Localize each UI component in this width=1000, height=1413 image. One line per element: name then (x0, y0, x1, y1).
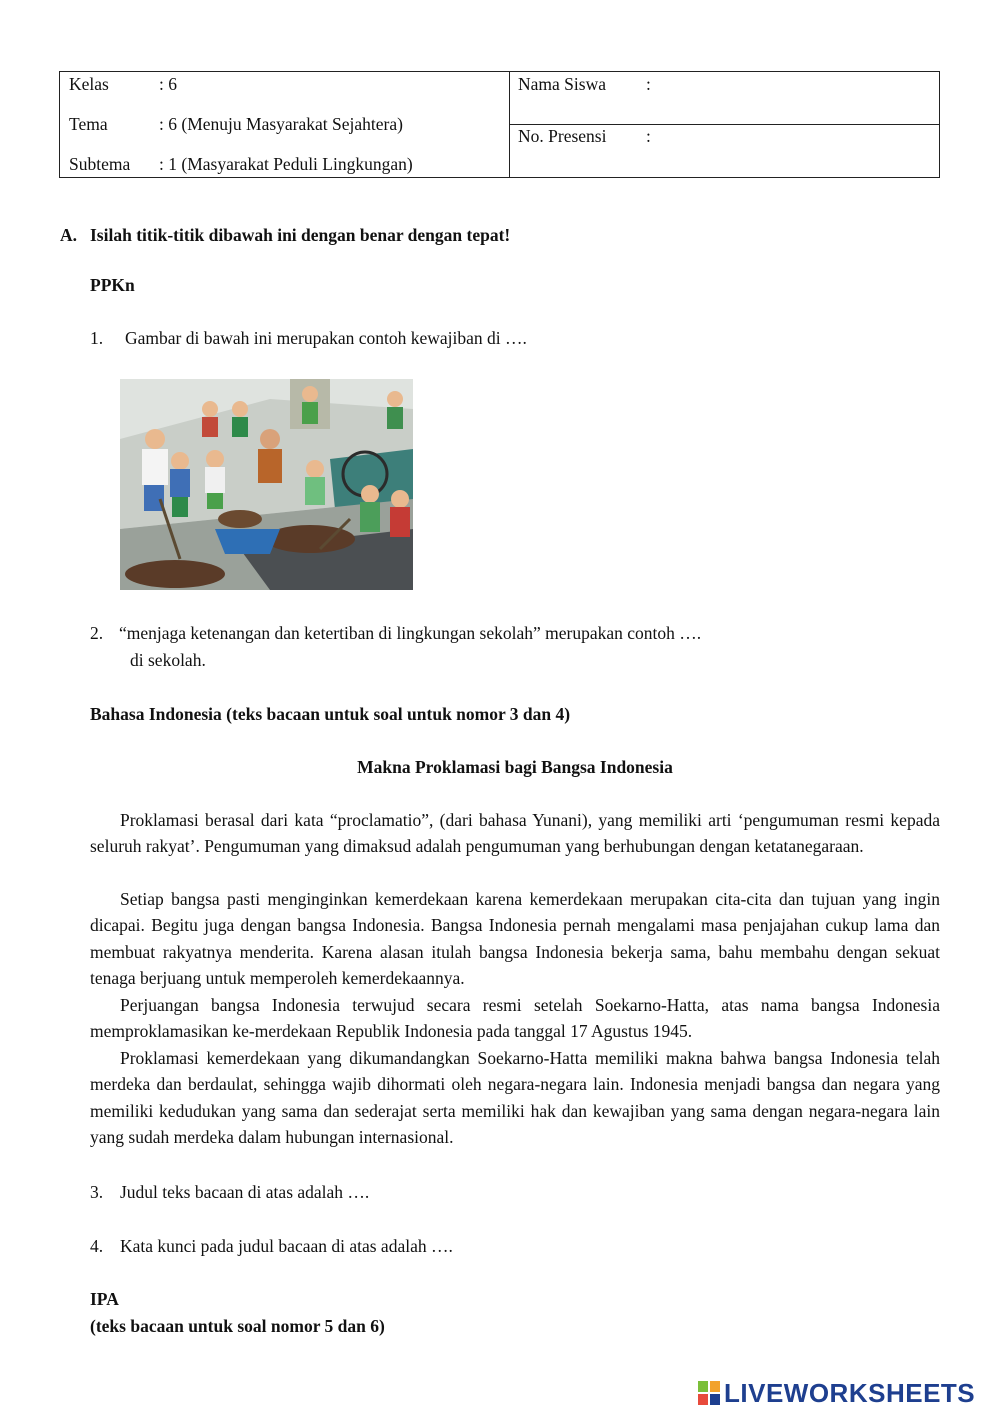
question-3-number: 3. (90, 1182, 104, 1202)
section-a-text: Isilah titik-titik dibawah ini dengan benar dengan tepat! (90, 225, 511, 245)
liveworksheets-logo-text: LIVEWORKSHEETS (724, 1377, 976, 1408)
kelas-label: Kelas (69, 74, 109, 94)
kelas-value: : 6 (159, 74, 177, 94)
tema-value: : 6 (Menuju Masyarakat Sejahtera) (159, 114, 403, 134)
question-2-number: 2. (90, 623, 104, 643)
question-4-text: Kata kunci pada judul bacaan di atas adalah …. (120, 1236, 453, 1256)
tema-label: Tema (69, 114, 108, 134)
tema-row (69, 114, 403, 135)
community-cleanup-illustration (120, 379, 413, 590)
nama-siswa-colon: : (646, 74, 651, 94)
question-3 (90, 1182, 369, 1203)
question-3-text: Judul teks bacaan di atas adalah …. (120, 1182, 370, 1202)
no-presensi-label: No. Presensi (518, 126, 607, 146)
ipa-subheading: (teks bacaan untuk soal nomor 5 dan 6) (90, 1316, 385, 1336)
nama-siswa-label: Nama Siswa (518, 74, 606, 94)
kelas-row (69, 74, 177, 95)
question-2-text: “menjaga ketenangan dan ketertiban di lingkungan sekolah” merupakan contoh …. (119, 623, 702, 643)
subtema-row (69, 154, 413, 175)
question-2 (90, 623, 701, 644)
question-2-continuation: di sekolah. (130, 650, 206, 670)
reading-paragraph-4: Proklamasi kemerdekaan yang dikumandangkan Soekarno-Hatta memiliki makna bahwa bangsa Indonesia telah merdeka dan berdaulat, sehingga wajib dihormati oleh negara-negara lain. Indonesia menjadi bangsa dan negara yang memiliki kedudukan yang sama dan sederajat serta memiliki hak dan kewajiban yang sama dengan negara-negara lain yang sudah merdeka dalam hubungan internasional. (90, 1048, 940, 1148)
question-1-number: 1. (90, 328, 104, 348)
section-a-instruction (60, 225, 510, 246)
reading-paragraph-2: Setiap bangsa pasti menginginkan kemerdekaan karena kemerdekaan merupakan cita-cita dan tujuan yang ingin dicapai. Begitu juga dengan bangsa Indonesia. Bangsa Indonesia pernah mengalami masa penjajahan cukup lama dan membuat rakyatnya menderita. Karena alasan itulah bangsa Indonesia bekerja sama, bahu membahu dengan sekuat tenaga berjuang untuk memperoleh kemerdekaannya. (90, 889, 940, 989)
no-presensi-row[interactable] (518, 126, 651, 147)
reading-paragraph-3: Perjuangan bangsa Indonesia terwujud secara resmi setelah Soekarno-Hatta, atas nama bangsa Indonesia memproklamasikan ke-merdekaan Republik Indonesia pada tanggal 17 Agustus 1945. (90, 995, 940, 1042)
reading-title: Makna Proklamasi bagi Bangsa Indonesia (357, 757, 673, 777)
question-4-number: 4. (90, 1236, 104, 1256)
liveworksheets-mark-icon (698, 1381, 720, 1405)
bahasa-heading: Bahasa Indonesia (teks bacaan untuk soal untuk nomor 3 dan 4) (90, 704, 571, 724)
liveworksheets-logo[interactable] (698, 1378, 975, 1408)
subtema-label: Subtema (69, 154, 131, 174)
subtema-value: : 1 (Masyarakat Peduli Lingkungan) (159, 154, 413, 174)
no-presensi-colon: : (646, 126, 651, 146)
question-4 (90, 1236, 453, 1257)
ipa-heading: IPA (90, 1289, 119, 1309)
question-1-text: Gambar di bawah ini merupakan contoh kewajiban di …. (125, 328, 527, 348)
nama-siswa-row[interactable] (518, 74, 651, 95)
section-a-marker: A. (60, 225, 78, 245)
ppkn-heading: PPKn (90, 275, 135, 295)
question-1 (90, 328, 527, 349)
reading-paragraph-1: Proklamasi berasal dari kata “proclamatio”, (dari bahasa Yunani), yang memiliki arti ‘pengumuman resmi kepada seluruh rakyat’. Pengumuman yang dimaksud adalah pengumuman yang berhubungan dengan ketatanegaraan. (90, 810, 940, 857)
